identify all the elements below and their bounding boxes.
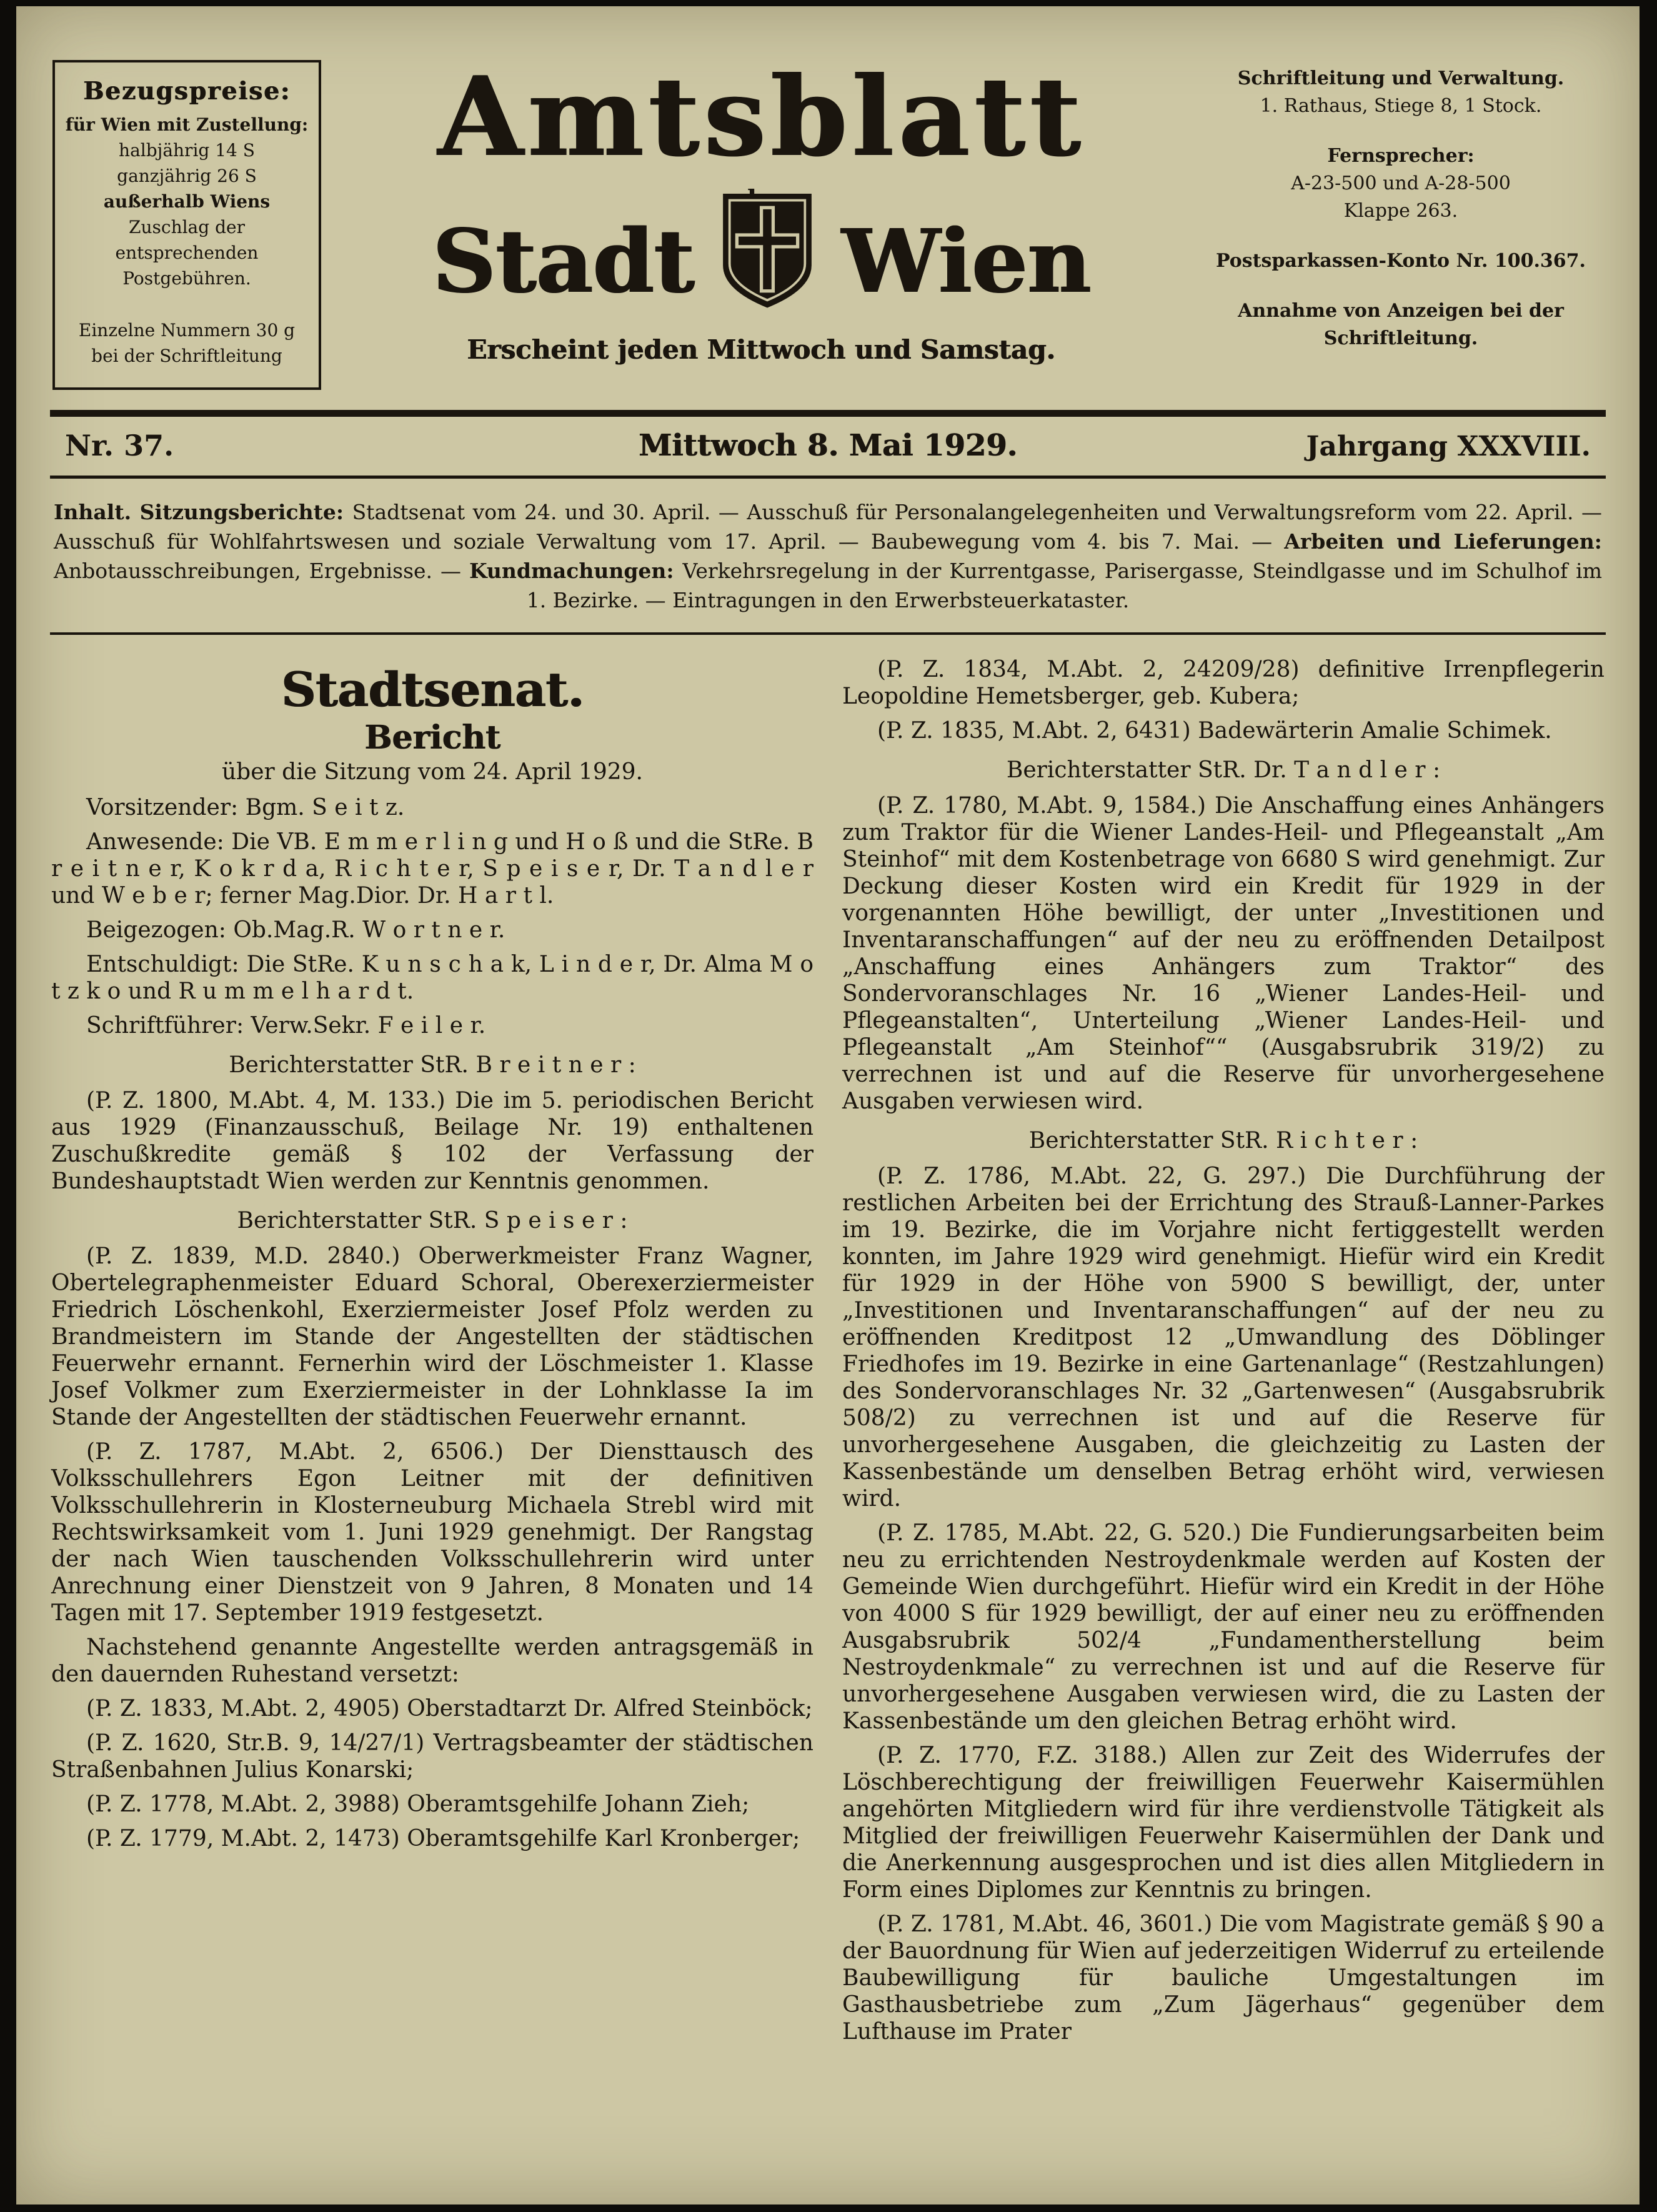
contact-info-block	[1201, 60, 1601, 352]
left-column	[51, 656, 814, 2053]
contact-line: Annahme von Anzeigen bei der	[1238, 300, 1564, 322]
price-line: ganzjährig 26 S	[117, 166, 257, 186]
price-line: Einzelne Nummern 30 g	[78, 320, 296, 341]
rapporteur-heading: Berichterstatter StR. S p e i s e r :	[237, 1208, 628, 1234]
section-title-stadtsenat: Stadtsenat.	[281, 662, 584, 717]
contact-line: Schriftleitung und Verwaltung.	[1237, 67, 1565, 89]
toc-segment: Stadtsenat vom 24. und 30. April. — Ausschuß für Personalangelegenheiten und Verwaltungsreform vom 22. April. — Ausschuß für Wohlfahrtswesen und soziale Verwaltung vom 17. April. — Baubewegung vom 4. bis 7. Mai. —	[54, 500, 1602, 554]
right-column	[842, 656, 1605, 2053]
article-paragraph: (P. Z. 1839, M.D. 2840.) Oberwerkmeister Franz Wagner, Obertelegraphenmeister Eduard Schoral, Oberexerziermeister Friedrich Löschenkohl, Exerziermeister Josef Pfolz werden zu Brandmeistern im Stande der Angestellten der städtischen Feuerwehr ernannt. Fernerhin wird der Löschmeister 1. Klasse Josef Volkmer zum Exerziermeister in der Lohnklasse Ia im Stande der Angestellten der städtischen Feuerwehr ernannt.	[51, 1243, 814, 1431]
contact-line: Schriftleitung.	[1323, 327, 1478, 349]
rapporteur-heading: Berichterstatter StR. B r e i t n e r :	[229, 1052, 636, 1079]
price-line: außerhalb Wiens	[103, 191, 271, 212]
price-line: Zuschlag der entsprechenden	[115, 217, 259, 263]
divider-rule	[50, 632, 1606, 635]
publication-schedule: Erscheint jeden Mittwoch und Samstag.	[467, 334, 1055, 365]
masthead-title-block	[342, 53, 1180, 365]
article-paragraph: (P. Z. 1778, M.Abt. 2, 3988) Oberamtsgehilfe Johann Zieh;	[86, 1791, 750, 1818]
masthead	[16, 6, 1640, 402]
issue-date: Mittwoch 8. Mai 1929.	[638, 428, 1018, 463]
newspaper-title: Amtsblatt	[437, 53, 1085, 181]
toc-segment: Inhalt.	[54, 500, 140, 524]
article-paragraph: (P. Z. 1833, M.Abt. 2, 4905) Oberstadtarzt Dr. Alfred Steinböck;	[86, 1696, 813, 1722]
article-paragraph: Nachstehend genannte Angestellte werden antragsgemäß in den dauernden Ruhestand versetzt:	[51, 1635, 814, 1688]
article-paragraph: (P. Z. 1800, M.Abt. 4, M. 133.) Die im 5. periodischen Bericht aus 1929 (Finanzausschuß, Beilage Nr. 19) enthaltenen Zuschußkredite gemäß § 102 der Verfassung der Bundeshauptstadt Wien werden zur Kenntnis genommen.	[51, 1088, 814, 1195]
article-paragraph: (P. Z. 1770, F.Z. 3188.) Allen zur Zeit des Widerrufes der Löschberechtigung der freiwilligen Feuerwehr Kaisermühlen angehörten Mitgliedern wird für ihre verdienstvolle Tätigkeit als Mitglied der freiwilligen Feuerwehr Kaisermühlen der Dank und die Anerkennung ausgesprochen und ist dies allen Mitgliedern in Form eines Diplomes zur Kenntnis zu bringen.	[842, 1743, 1605, 1903]
title-wien: Wien	[841, 211, 1090, 313]
price-line: Postgebühren.	[122, 268, 251, 289]
article-body	[51, 656, 1605, 2053]
contact-line: Fernsprecher:	[1327, 145, 1475, 167]
toc-segment: Anbotausschreibungen, Ergebnisse. —	[54, 559, 469, 583]
article-paragraph: Beigezogen: Ob.Mag.R. W o r t n e r.	[86, 917, 505, 944]
price-box-title: Bezugspreise:	[82, 77, 291, 106]
price-line: bei der Schriftleitung	[91, 346, 282, 366]
contact-line: Postsparkassen-Konto Nr. 100.367.	[1215, 250, 1586, 272]
article-paragraph: (P. Z. 1620, Str.B. 9, 14/27/1) Vertragsbeamter der städtischen Straßenbahnen Julius Konarski;	[51, 1730, 814, 1783]
report-title: Bericht	[364, 719, 500, 757]
contact-line: Klappe 263.	[1343, 200, 1458, 222]
contact-line: A-23-500 und A-28-500	[1291, 172, 1511, 194]
vienna-coat-of-arms-icon	[720, 192, 815, 311]
rapporteur-heading: Berichterstatter StR. Dr. T a n d l e r :	[1006, 757, 1441, 783]
rapporteur-heading: Berichterstatter StR. R i c h t e r :	[1028, 1128, 1418, 1153]
session-subtitle: über die Sitzung vom 24. April 1929.	[221, 759, 644, 785]
article-paragraph: Entschuldigt: Die StRe. K u n s c h a k, L i n d e r, Dr. Alma M o t z k o und R u m m e l h a r d t.	[51, 952, 814, 1005]
volume-label: Jahrgang XXXVIII.	[1306, 431, 1591, 462]
title-stadt: Stadt	[432, 211, 694, 313]
title-city-row	[342, 213, 1180, 311]
dateline	[50, 410, 1606, 479]
subscription-price-box	[52, 60, 321, 390]
newspaper-page	[16, 6, 1640, 2205]
table-of-contents	[54, 497, 1602, 615]
toc-segment: Sitzungsberichte:	[139, 500, 352, 524]
article-paragraph: (P. Z. 1787, M.Abt. 2, 6506.) Der Diensttausch des Volksschullehrers Egon Leitner mit der definitiven Volksschullehrerin in Klosterneuburg Michaela Strebl wird mit Rechtswirksamkeit vom 1. Juni 1929 genehmigt. Der Rangstag der nach Wien tauschenden Volksschullehrerin wird unter Anrechnung einer Dienstzeit von 9 Jahren, 8 Monaten und 14 Tagen mit 17. September 1919 festgesetzt.	[51, 1439, 814, 1627]
article-paragraph: (P. Z. 1834, M.Abt. 2, 24209/28) definitive Irrenpflegerin Leopoldine Hemetsberger, geb. Kubera;	[842, 657, 1605, 709]
price-line: für Wien mit Zustellung:	[65, 114, 309, 135]
article-paragraph: (P. Z. 1779, M.Abt. 2, 1473) Oberamtsgehilfe Karl Kronberger;	[86, 1826, 800, 1852]
contact-line: 1. Rathaus, Stiege 8, 1 Stock.	[1260, 95, 1542, 117]
price-box-lines	[64, 112, 310, 369]
price-line: halbjährig 14 S	[119, 140, 255, 161]
article-paragraph: (P. Z. 1785, M.Abt. 22, G. 520.) Die Fundierungsarbeiten beim neu zu errichtenden Nestroydenkmale werden auf Kosten der Gemeinde Wien durchgeführt. Hiefür wird ein Kredit in der Höhe von 4000 S für 1929 bewilligt, der auf einer neu zu eröffnenden Ausgabsrubrik 502/4 „Fundamentherstellung beim Nestroydenkmale“ zu verrechnen ist und auf die Reserve für unvorhergesehene Ausgaben verwiesen wird, die zu Lasten der Kassenbestände um den gleichen Betrag erhöht wird.	[842, 1520, 1605, 1734]
article-paragraph: (P. Z. 1781, M.Abt. 46, 3601.) Die vom Magistrate gemäß § 90 a der Bauordnung für Wien auf jederzeitigen Widerruf zu erteilende Baubewilligung für bauliche Umgestaltungen im Gasthausbetriebe zum „Zum Jägerhaus“ gegenüber dem Lufthause im Prater	[842, 1911, 1605, 2045]
article-paragraph: (P. Z. 1780, M.Abt. 9, 1584.) Die Anschaffung eines Anhängers zum Traktor für die Wiener Landes-Heil- und Pflegeanstalt „Am Steinhof“ mit dem Kostenbetrage von 6680 S wird genehmigt. Zur Deckung dieser Kosten wird ein Kredit für 1929 in der vorgenannten Höhe bewilligt, der unter „Investitionen und Inventaranschaffungen“ auf der neu zu eröffnenden Detailpost „Anschaffung eines Anhängers zum Traktor“ des Sondervoranschlages Nr. 16 „Wiener Landes-Heil- und Pflegeanstalten“, Unterteilung „Wiener Landes-Heil- und Pflegeanstalt „Am Steinhof““ (Ausgabsrubrik 319/2) zu verrechnen ist und auf die Reserve für unvorhergesehene Ausgaben verwiesen wird.	[842, 793, 1605, 1114]
article-paragraph: (P. Z. 1786, M.Abt. 22, G. 297.) Die Durchführung der restlichen Arbeiten bei der Errichtung des Strauß-Lanner-Parkes im 19. Bezirke, die im Vorjahre nicht fertiggestellt werden konnten, im Jahre 1929 wird genehmigt. Hiefür wird ein Kredit für 1929 in der Höhe von 5900 S bewilligt, der, unter „Investitionen und Inventaranschaffungen“ auf der neu zu eröffnenden Kreditpost 12 „Umwandlung des Döblinger Friedhofes im 19. Bezirke in eine Gartenanlage“ (Restzahlungen) des Sondervoranschlages Nr. 32 „Gartenwesen“ (Ausgabsrubrik 508/2) zu verrechnen ist und auf die Reserve für unvorhergesehene Ausgaben, die gleichzeitig zu Lasten der Kassenbestände um denselben Betrag erhöht wird, verwiesen wird.	[842, 1163, 1605, 1512]
article-paragraph: (P. Z. 1835, M.Abt. 2, 6431) Badewärterin Amalie Schimek.	[877, 718, 1552, 744]
issue-number: Nr. 37.	[65, 429, 174, 462]
toc-segment: Verkehrsregelung in der Kurrentgasse, Parisergasse, Steindlgasse und im Schulhof im 1. Bezirke. — Eintragungen in den Erwerbsteuerkataster.	[526, 559, 1602, 612]
article-paragraph: Schriftführer: Verw.Sekr. F e i l e r.	[86, 1013, 486, 1039]
toc-segment: Arbeiten und Lieferungen:	[1284, 529, 1602, 554]
toc-segment: Kundmachungen:	[469, 559, 683, 583]
article-paragraph: Anwesende: Die VB. E m m e r l i n g und H o ß und die StRe. B r e i t n e r, K o k r d a, R i c h t e r, S p e i s e r, Dr. T a n d l e r und W e b e r; ferner Mag.Dior. Dr. H a r t l.	[51, 829, 814, 909]
article-paragraph: Vorsitzender: Bgm. S e i t z.	[86, 795, 405, 821]
